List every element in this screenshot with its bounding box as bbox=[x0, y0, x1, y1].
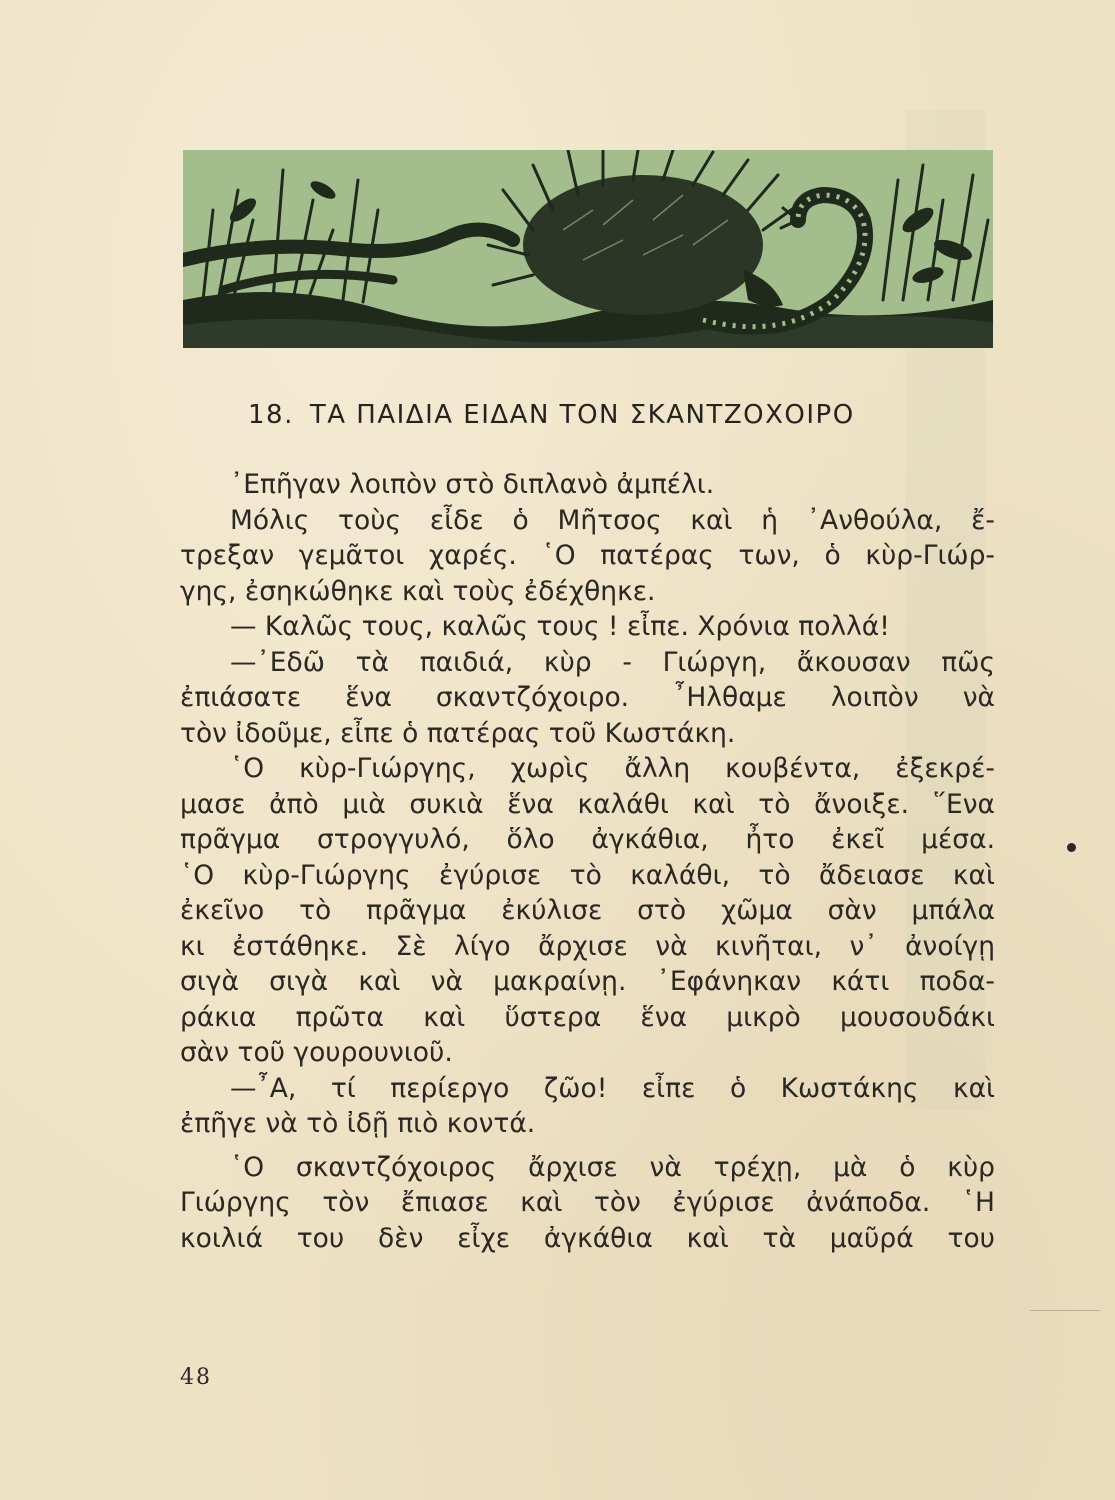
page-number: 48 bbox=[180, 1365, 212, 1390]
text-line: ῾Ο κὺρ-Γιώργης, χωρὶς ἄλλη κουβέντα, ἐξεκρέ- bbox=[230, 753, 995, 784]
text-line: Γιώργης τὸν ἔπιασε καὶ τὸν ἐγύρισε ἀνάποδα. ῾Η bbox=[180, 1187, 995, 1218]
text-line: ράκια πρῶτα καὶ ὕστερα ἕνα μικρὸ μουσουδάκι bbox=[180, 1001, 995, 1033]
text-line: τρεξαν γεμᾶτοι χαρές. ῾Ο πατέρας των, ὁ κὺρ-Γιώρ- bbox=[180, 540, 995, 571]
text-line: σιγὰ σιγὰ καὶ νὰ μακραίνῃ. ᾿Εφάνηκαν κάτι ποδα- bbox=[180, 966, 995, 997]
text-line: ῾Ο σκαντζόχοιρος ἄρχισε νὰ τρέχῃ, μὰ ὁ κὺρ bbox=[230, 1151, 995, 1183]
text-line: κι ἐστάθηκε. Σὲ λίγο ἄρχισε νὰ κινῆται, ν᾿ ἀνοίγῃ bbox=[180, 930, 995, 962]
text-line: Μόλις τοὺς εἶδε ὁ Μῆτσος καὶ ἡ ᾿Ανθούλα, ἔ- bbox=[230, 504, 995, 536]
text-line: ἐκεῖνο τὸ πρᾶγμα ἐκύλισε στὸ χῶμα σὰν μπάλα bbox=[180, 895, 995, 926]
paragraph-gap bbox=[180, 1142, 995, 1150]
text-line: κοιλιά του δὲν εἶχε ἀγκάθια καὶ τὰ μαῦρά του bbox=[180, 1222, 995, 1254]
text-line: πρᾶγμα στρογγυλό, ὅλο ἀγκάθια, ἦτο ἐκεῖ μέσα. bbox=[180, 824, 995, 855]
text-line: —῏Α, τί περίεργο ζῶο! εἶπε ὁ Κωστάκης καὶ bbox=[230, 1072, 995, 1104]
text-line: γης, ἐσηκώθηκε καὶ τοὺς ἐδέχθηκε. bbox=[180, 575, 656, 607]
hedgehog-snake-engraving-icon bbox=[183, 150, 993, 348]
text-line: μασε ἀπὸ μιὰ συκιὰ ἕνα καλάθι καὶ τὸ ἄνοιξε. ῞Ενα bbox=[180, 788, 995, 820]
chapter-illustration bbox=[183, 150, 993, 348]
text-line: τὸν ἰδοῦμε, εἶπε ὁ πατέρας τοῦ Κωστάκη. bbox=[180, 717, 736, 749]
text-line: ῾Ο κὺρ-Γιώργης ἐγύρισε τὸ καλάθι, τὸ ἄδειασε καὶ bbox=[180, 859, 995, 891]
text-line: σὰν τοῦ γουρουνιοῦ. bbox=[180, 1037, 453, 1068]
text-line: — Καλῶς τους, καλῶς τους ! εἶπε. Χρόνια πολλά! bbox=[230, 611, 890, 642]
ink-speck bbox=[1067, 843, 1076, 852]
text-line: —᾿Εδῶ τὰ παιδιά, κὺρ - Γιώργη, ἄκουσαν πῶς bbox=[230, 646, 995, 678]
chapter-number: 18. bbox=[248, 400, 294, 430]
text-line: ἐπιάσατε ἕνα σκαντζόχοιρο. ῏Ηλθαμε λοιπὸν νὰ bbox=[180, 682, 995, 713]
text-line: ᾿Επῆγαν λοιπὸν στὸ διπλανὸ ἀμπέλι. bbox=[230, 469, 715, 500]
margin-pencil-mark bbox=[1030, 1310, 1100, 1311]
text-line: ἐπῆγε νὰ τὸ ἰδῇ πιὸ κοντά. bbox=[180, 1108, 536, 1139]
chapter-title-text: ΤΑ ΠΑΙΔΙΑ ΕΙΔΑΝ ΤΟΝ ΣΚΑΝΤΖΟΧΟΙΡΟ bbox=[309, 400, 855, 430]
body-text bbox=[180, 467, 995, 1256]
chapter-title bbox=[248, 400, 968, 430]
